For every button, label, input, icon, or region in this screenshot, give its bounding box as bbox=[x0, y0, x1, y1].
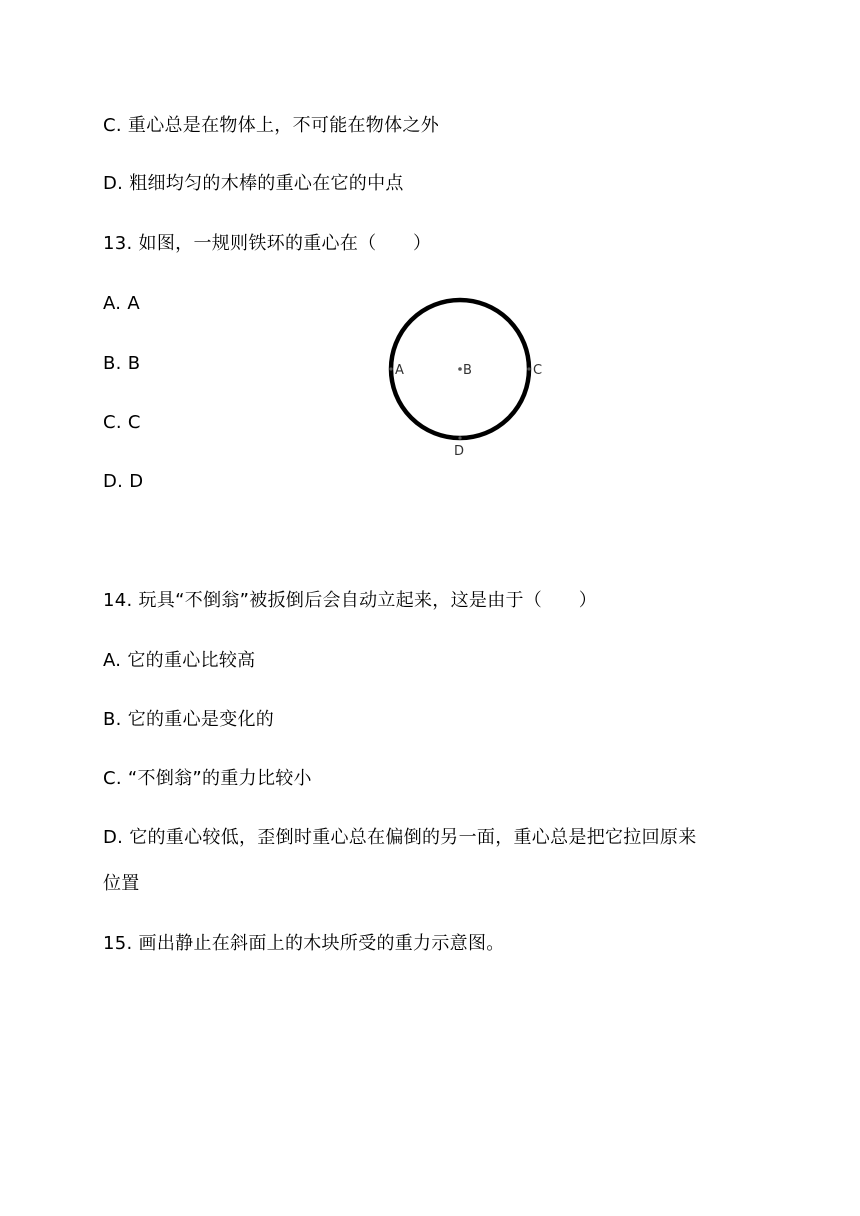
q14-option-c: C. “不倒翁”的重力比较小 bbox=[103, 768, 312, 789]
q13-question: 13. 如图，一规则铁环的重心在（ ） bbox=[103, 233, 432, 254]
q12-option-d: D. 粗细均匀的木棒的重心在它的中点 bbox=[103, 173, 404, 194]
label-d: D bbox=[454, 444, 465, 459]
q14-option-b: B. 它的重心是变化的 bbox=[103, 709, 275, 730]
q14-option-d-continued: 位置 bbox=[103, 873, 140, 894]
label-b: B bbox=[463, 363, 472, 378]
iron-ring-figure bbox=[378, 290, 548, 465]
point-d bbox=[458, 436, 461, 439]
q13-option-d: D. D bbox=[103, 471, 144, 492]
point-a bbox=[389, 367, 392, 370]
iron-ring-diagram bbox=[378, 290, 548, 465]
q14-question: 14. 玩具“不倒翁”被扳倒后会自动立起来，这是由于（ ） bbox=[103, 590, 597, 611]
q12-option-c: C. 重心总是在物体上，不可能在物体之外 bbox=[103, 115, 440, 136]
label-a: A bbox=[395, 363, 404, 378]
q14-option-a: A. 它的重心比较高 bbox=[103, 650, 256, 671]
q13-option-c: C. C bbox=[103, 412, 141, 433]
q15-question: 15. 画出静止在斜面上的木块所受的重力示意图。 bbox=[103, 933, 505, 954]
q14-option-d: D. 它的重心较低，歪倒时重心总在偏倒的另一面，重心总是把它拉回原来 bbox=[103, 827, 697, 848]
label-c: C bbox=[533, 363, 543, 378]
point-c bbox=[527, 367, 530, 370]
point-b bbox=[458, 367, 462, 371]
q13-option-b: B. B bbox=[103, 353, 141, 374]
q13-option-a: A. A bbox=[103, 293, 140, 314]
